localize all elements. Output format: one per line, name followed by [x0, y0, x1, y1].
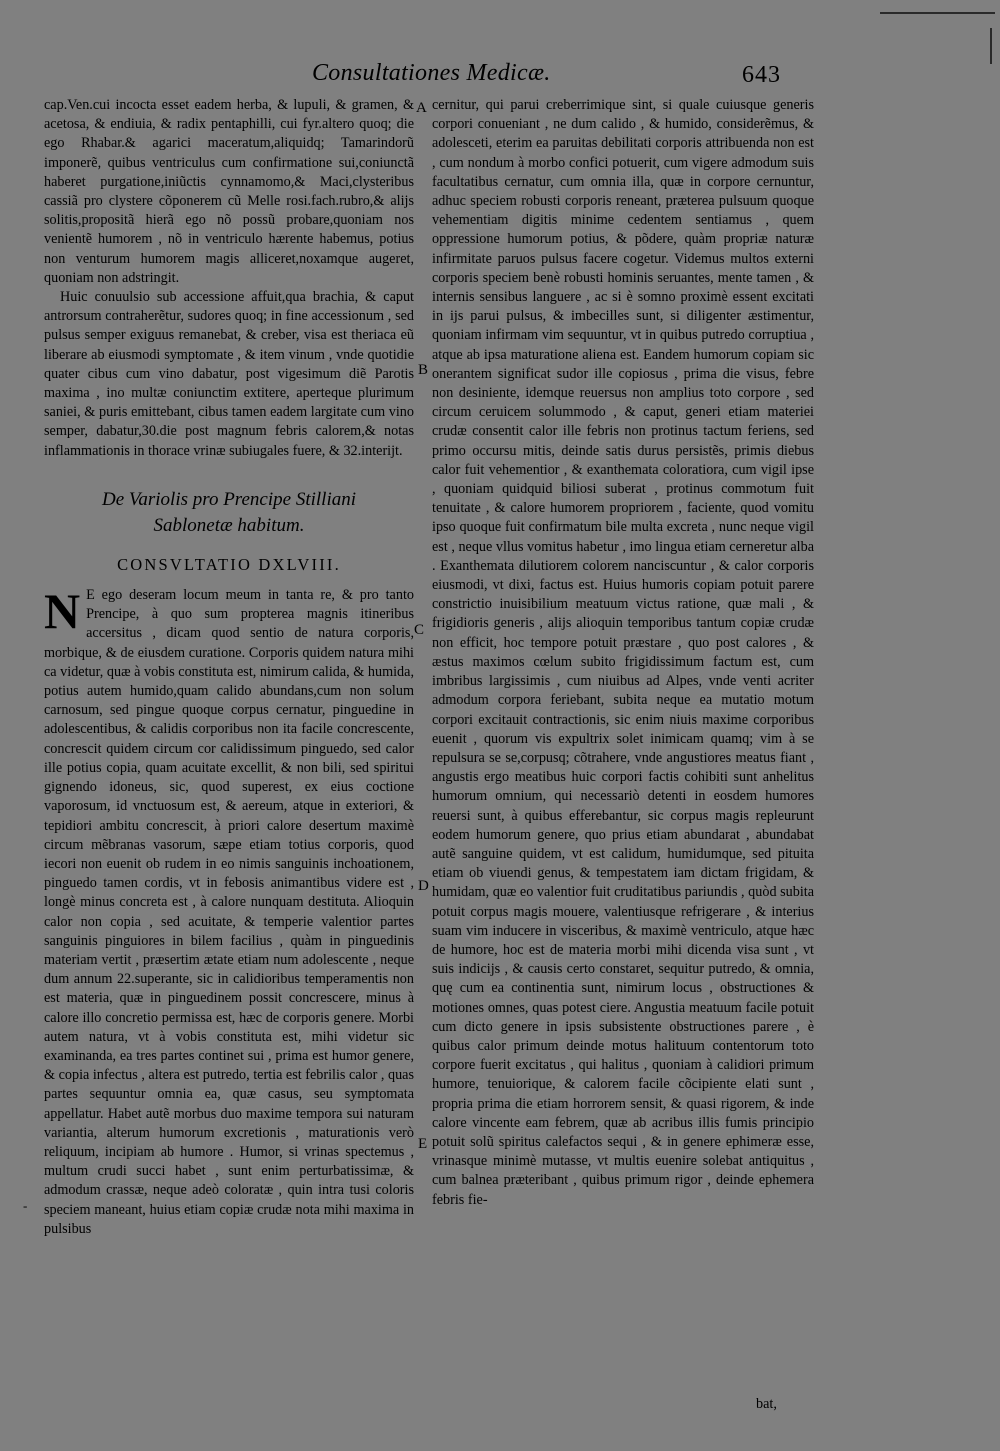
left-column — [44, 96, 414, 1239]
section-heading-line-1: De Variolis pro Prencipe Stilliani — [101, 488, 356, 510]
margin-letter-c: C — [414, 622, 425, 638]
margin-letter-d: D — [418, 878, 429, 894]
catchword: bat, — [756, 1396, 777, 1412]
running-head: Consultationes Medicæ. — [312, 60, 551, 86]
consultation-title: CONSVLTATIO DXLVIII. — [117, 554, 341, 574]
scan-edge-mark — [990, 28, 992, 64]
drop-cap: N — [44, 583, 81, 640]
right-paragraph-1: cernitur, qui parui creberrimique sint, si quale cuiusque generis corpori conueniant , ne dum calido , & humido, considerẽmus, & adolesceti, eterim ea paruitas debilitati corporis attribuenda non est , cum nondum à morbo confici potuerit, cum vigere admodum suis facultatibus cernatur, cum omnia illa, quæ in corpore cernuntur, adhuc speciem robusti corporis reneant, præterea pulsuum quoque vehementiam digitis minime cedentem sentiamus , quem oppressione humorum potius, & põdere, quàm propriæ naturæ infirmitate paruos pulsus facere cogetur. Videmus multos externi corporis speciem benè robusti hominis seruantes, mente tamen , & internis sensibus languere , ac si è somno proximè essent excitati in ijs parui pulsus, & imbecilles sunt, si diligenter æstimentur, quoniam infirmam vim sequuntur, vt in quibus putredo corruptiua , atque ab ipsa maturatione aliena est. Eandem humorum copiam sic onerantem significat sudor ille copiosus , prima die visus, febre non desiniente, idemque reuersus non amplius toto corpore , sed circum ceruicem solummodo , & caput, generi etiam materiei crudæ consentit calor ille febris non protinus tactum feriens, sed primo occursu mitis, deinde satis durus persistẽs, primis diebus calor fuit vehementior , & exanthemata coloratiora, cum vigil ipse , quoniam quidquid biliosi suberat , protinus commotum fuit tenuitate , & calore humorem propriorem , faciente, quod vomitu ipso quoque fuit confirmatum bile multa excreta , nunc neque vigil est , neque vllus vomitus habetur , imo lingua etiam cerneretur alba . Exanthemata dilutiorem colorem nanciscuntur , & calor corporis eiusmodi, vt dixi, factus est. Huius humoris copiam potuit parere constrictio inuisibilium meatuum victus ratione, quæ mali , & frigidioris generis , alijs alioquin temporibus tantum copiæ crudæ non efficit, hoc tempore potuit præstare , quo post calores , & æstus maximos cœlum subito frigidissimum factum est, cum imbribus largissimis , cum niuibus ad Alpes, vnde venti acriter admodum corpora feriebant, subita neque ea mutatio motum corpori excitauit contractionis, sic enim niuis maxime corporibus euenit , quorum vis expultrix solet inimicam quamq; vim à se repulsura se se,corpusq; cõtrahere, vnde angustiores meatus fiant , angustis ergo meatibus huic corpori factis cohibiti sunt anhelitus humorum omnium, qui necessariò detenti in eosdem humores reuersi sunt, à quibus efferebantur, sic corpus magis repleurunt eodem humorum genere, quo prius etiam abundarat , abundabat autẽ sanguine quidem, vt est calidum, humidumque, sed pituita etiam ob viuendi genus, & tempestatem iam dictam frigidam, & humidam, quæ eo valentior fuit cruditatibus pariundis , quòd subita potuit corpus magis mouere, valentiusque refrigerare , & interius suam vim inducere in visceribus, & maximè ventriculo, atque hæc de humore, hoc est de materia morbi mihi dicenda visa sunt , vt suis indicijs , & causis certo constaret, sequitur putredo, & omnia, quę cum ea continentia sunt, nimirum locus , obstructiones & motiones omnes, quas potest ciere. Angustia meatuum facile potuit cum dicto genere in ipsis subsistente obstructiones parere , è quibus calor primum deinde motus halituum contentorum toto corpore fuerit excitatus , qui halitus , quoniam à calidiori primum humore, tenuiorique, & calorem facile cõcipiente elati sunt , propria prima die etiam horrorem sensit, & quasi rigorem, & inde calore vincente eam febrem, quæ ab acribus illis fumis principio potuit solũ spiritus calefactos sequi , & in genere ephimeræ esse, vrinasque minimè mutasse, vt multis euenire solebat antiquitus , cum balnea præteribant , quibus primum rigor , deinde ephemera febris fie- — [432, 97, 814, 1208]
margin-letter-b: B — [418, 362, 429, 378]
left-paragraph-1: cap.Ven.cui incocta esset eadem herba, & lupuli, & gramen, & acetosa, & endiuia, & radix pentaphilli, cui fyr.altero quoq; die ego Rhabar.& agarici maceratum,aliquidq; Tamarindorũ imponerẽ, quibus ventriculus cum confirmatione sui,coniunctã haberet purgatione,iniũctis cynnamomo,& Maci,clysteribus cassiã pro clystere cõponerem cũ Melle rosi.fach.rubro,& alijs solitis,propositã hierã ego nõ possũ probare,quoniam nos venientẽ humorem , nõ in ventriculo hærente habemus, potius non venturum humorem magis alliceret,noxamque augeret, quoniam non adstringit. — [44, 97, 414, 286]
margin-letter-a: A — [416, 100, 427, 116]
margin-letter-e: E — [418, 1136, 428, 1152]
left-paragraph-3 — [44, 583, 414, 1239]
right-column — [432, 96, 814, 1210]
left-paragraph-2: Huic conuulsio sub accessione affuit,qua brachia, & caput antrorsum contraherẽtur, sudores quoq; in fine accessionum , sed pulsus semper exiguus remanebat, & creber, visa est theriaca eũ liberare ab eiusmodi symptomate , & item vinum , vnde quotidie quater cibus cum vino dabatur, post vigesimum diẽ Parotis maxima , ino multæ coniunctim extitere, aperteque plurimum saniei, & puris emittebant, cibus tamen eadem largitate cum vino semper, dabatur,30.die post magnum febris calorem,& notas inflammationis in thorace vrinæ subiugales fuere, & 32.interijt. — [44, 289, 414, 459]
page-number: 643 — [742, 62, 781, 88]
left-paragraph-3-text: E ego deseram locum meum in tanta re, & pro tanto Prencipe, à quo sum propterea magnis itineribus accersitus , dicam quod sentio de natura corporis, morbique, & de eiusdem curatione. Corporis quidem natura mihi ca videtur, quæ à vobis constituta est, nimirum calida, & humida, potius autem humido,quam calido abundans,cum non solum carnosum, sed pingue quoque corpus cernatur, pinguedine in adolescentibus, & calidis corporibus non ita facile concrescente, concrescit quidem circum cor calidissimum pinguedo, sed calor ille potius copia, quam acuitate excellit, & non bili, sed spiritui gignendo idoneus, sic, quod superest, ex eius coctione vaporosum, id vnctuosum est, & aereum, atque in exteriori, & tepidiori ambitu concrescit, à priori calore desertum maximè circum mẽbranas vasorum, sæpe etiam totius corporis, quod iecori non euenit ob rudem in eo nimis sanguinis inchoationem, pinguedo tamen cordis, vt in febosis animantibus videre est , longè minus concreta est , à calore nunquam destituta. Alioquin calor non copia , sed acuitate, & temperie valentior partes sanguinis pinguiores in bilem facilius , quàm in pinguedinis materiam vertit , præsertim ætate etiam num adolescente , neque dum annum 22.superante, sic in calidioribus temperamentis non est materia, quæ in pinguedinem possit concrescere, minus à calore illo concretio permissa est, hæc de corporis genere. Morbi autem natura, vt à vobis constituta est, mihi videtur sic examinanda, ea tres partes continet sui , prima est humor genere, & copia infectus , altera est putredo, tertia est febrilis calor , quas partes sequuntur omnia ea, quæ casus, seu symptomata appellatur. Habet autẽ morbus duo maxime tempora sui naturam variantia, alterum humorum excretionis , maturationis verò reliquum, incipiam ab humore . Humor, si vrinas spectemus , multum crudi succi habet , sunt enim perturbatissimæ, & admodum crassæ, neque adeò coloratæ , quin intra tusi coloris speciem maneant, huius etiam copiæ crudæ nota mihi maxima in pulsibus — [44, 587, 414, 1237]
section-heading-line-2: Sablonetæ habitum. — [153, 514, 305, 536]
margin-tick: - — [23, 1198, 28, 1213]
section-heading — [44, 487, 414, 574]
scan-border-line — [880, 12, 995, 14]
